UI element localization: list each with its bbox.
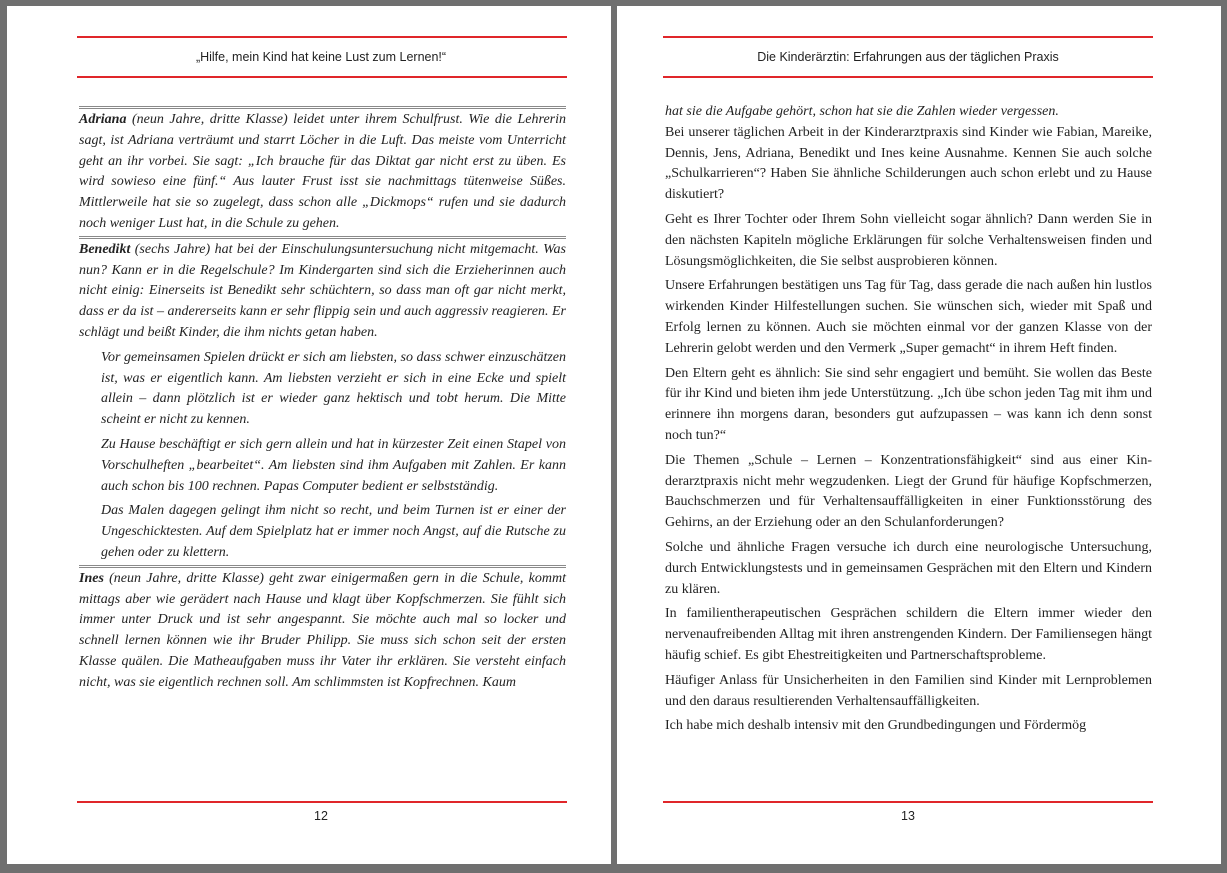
header-top-rule [663, 36, 1153, 38]
paragraph: Bei unserer täglichen Arbeit in der Kinderarztpraxis sind Kinder wie Fabian, Mareike, Dennis, Jens, Adriana, Benedikt und Ines keine Ausnahme. Kennen Sie auch solche „Schulkarrieren“? Haben Sie ähnliche Schilderungen auch schon erlebt und zu Hause diskutiert? [665, 124, 1152, 203]
right-page [617, 6, 1221, 864]
header-title: „Hilfe, mein Kind hat keine Lust zum Lernen!“ [195, 50, 447, 64]
header-bottom-rule [77, 76, 567, 78]
case-paragraph: Das Malen dagegen gelingt ihm nicht so recht, und beim Turnen ist er einer der Ungeschicktesten. Auf dem Spielplatz hat er immer noch Angst, auf die Rutsche zu gehen oder zu klettern. [101, 503, 566, 560]
paragraph: Solche und ähnliche Fragen versuche ich durch eine neurologische Untersuchung, durch Entwicklungstests und in gemeinsamen Gesprächen mit den Eltern und Kindern zu klären. [665, 539, 1152, 597]
header-bottom-rule [663, 76, 1153, 78]
case-paragraph: Vor gemeinsamen Spielen drückt er sich am liebsten, so dass schwer einzuschätzen ist, was er eigentlich kann. Am liebsten verzieht er sich in eine Ecke und spielt allein – dann plötzlich ist er wieder ganz hektisch und tobt herum. Die Mitte scheint er nicht zu kennen. [101, 349, 566, 428]
case-ines [79, 565, 566, 694]
case-paragraph: Zu Hause beschäftigt er sich gern allein und hat in kürzester Zeit einen Stapel von Vorschulheften „bearbeitet“. Am liebsten sind ihm Aufgaben mit Zahlen. Er kann auch schon bis 100 rechnen. Papas Computer bedient er selbstständig. [101, 436, 566, 494]
page-number: 12 [314, 809, 328, 823]
case-name: Adriana [79, 112, 127, 127]
case-adriana [79, 106, 566, 235]
case-paragraph: (neun Jahre, dritte Klasse) leidet unter ihrem Schulfrust. Wie die Lehrerin sagt, ist Adriana verträumt und starrt Löcher in die Luft. Das meiste vom Unterricht geht an ihr vorbei. Sie sagt: „Ich brauche für das Diktat gar nicht erst zu üben. Es wird sowieso eine fünf.“ Aus lauter Frust isst sie nachmittags tütenweise Süßes. Mittlerweile hat sie so zugelegt, dass schon alle „Dickmops“ rufen und sie dadurch noch weniger Lust hat, in die Schule zu gehen. [79, 112, 566, 231]
case-name: Ines [79, 570, 104, 586]
body-text [79, 106, 566, 695]
header-top-rule [77, 36, 567, 38]
paragraph: Den Eltern geht es ähnlich: Sie sind sehr engagiert und bemüht. Sie wollen das Beste für ihr Kind und bieten ihm jede Unterstützung. „Ich übe schon jeden Tag mit ihm und erinnere ihn morgens daran, besonders gut aufzupassen – was kann ich denn sonst noch tun?“ [665, 365, 1152, 443]
paragraph: Die Themen „Schule – Lernen – Konzentrationsfähigkeit“ sind aus einer Kinderarztpraxis nicht mehr wegzudenken. Liegt der Grund für häufige Kopfschmerzen, Bauchschmerzen und für Verhaltensauffälligkeiten in einer Funktionsstörung des Gehirns, an der Erziehung oder an den Schulanforderungen? [665, 452, 1152, 531]
paragraph: Geht es Ihrer Tochter oder Ihrem Sohn vielleicht sogar ähnlich? Dann werden Sie in den nächsten Kapiteln mögliche Erklärungen für solche Verhaltensweisen finden und Lösungsmöglichkeiten, die Sie selbst ausprobieren können. [665, 211, 1152, 269]
footer-rule [77, 801, 567, 803]
case-name: Benedikt [79, 241, 131, 257]
page-number: 13 [901, 809, 915, 823]
footer-rule [663, 801, 1153, 803]
paragraph: Unsere Erfahrungen bestätigen uns Tag für Tag, dass gerade die nach außen hin lustlos wirkenden Kinder Hilfestellungen suchen. Sie wünschen sich, wieder mit Spaß und Erfolg lernen zu können. Auch sie möchten einmal vor der ganzen Klasse von der Lehrerin gelobt werden und den Vermerk „Super gemacht“ in ihrem Heft finden. [665, 278, 1152, 356]
header-title: Die Kinderärztin: Erfahrungen aus der täglichen Praxis [757, 50, 1059, 64]
body-text [665, 102, 1152, 741]
left-page [7, 6, 611, 864]
continued-paragraph: hat sie die Aufgabe gehört, schon hat sie die Zahlen wieder vergessen. [665, 104, 1059, 119]
paragraph: In familientherapeutischen Gesprächen schildern die Eltern immer wieder den nervenaufreibenden Alltag mit ihren anstrengenden Kindern. Der Familiensegen hängt häufig schief. Es gibt Ehestreitigkeiten und Partnerschaftsprobleme. [665, 606, 1152, 663]
case-paragraph: (neun Jahre, dritte Klasse) geht zwar einigermaßen gern in die Schule, kommt mittags aber wie gerädert nach Hause und klagt über Kopfschmerzen. Sie fühlt sich immer unter Druck und ist sehr angespannt. Sie möchte auch mal so locker und schnell lernen können wie ihr Bruder Philipp. Sie muss sich schon seit der ersten Klasse quälen. Die Matheaufgaben muss ihr Vater ihr erklären. Sie versteht einfach nicht, was sie eigentlich rechnen soll. Am schlimmsten ist Kopfrechnen. Kaum [79, 570, 566, 690]
case-paragraph: (sechs Jahre) hat bei der Einschulungsuntersuchung nicht mitgemacht. Was nun? Kann er in die Regelschule? Im Kindergarten sind sich die Erzieherinnen auch nicht einig: Einerseits ist Benedikt sehr schüchtern, so dass man oft gar nicht merkt, dass er da ist – andererseits kann er sehr flippig sein und auch aggressiv reagieren. Er schlägt und beißt Kinder, die ihm nichts getan haben. [79, 241, 566, 340]
paragraph: Häufiger Anlass für Unsicherheiten in den Familien sind Kinder mit Lernproblemen und den daraus resultierenden Verhaltensauffälligkeiten. [665, 672, 1152, 709]
paragraph: Ich habe mich deshalb intensiv mit den Grundbedingungen und Fördermög [665, 718, 1087, 734]
case-benedikt [79, 236, 566, 564]
